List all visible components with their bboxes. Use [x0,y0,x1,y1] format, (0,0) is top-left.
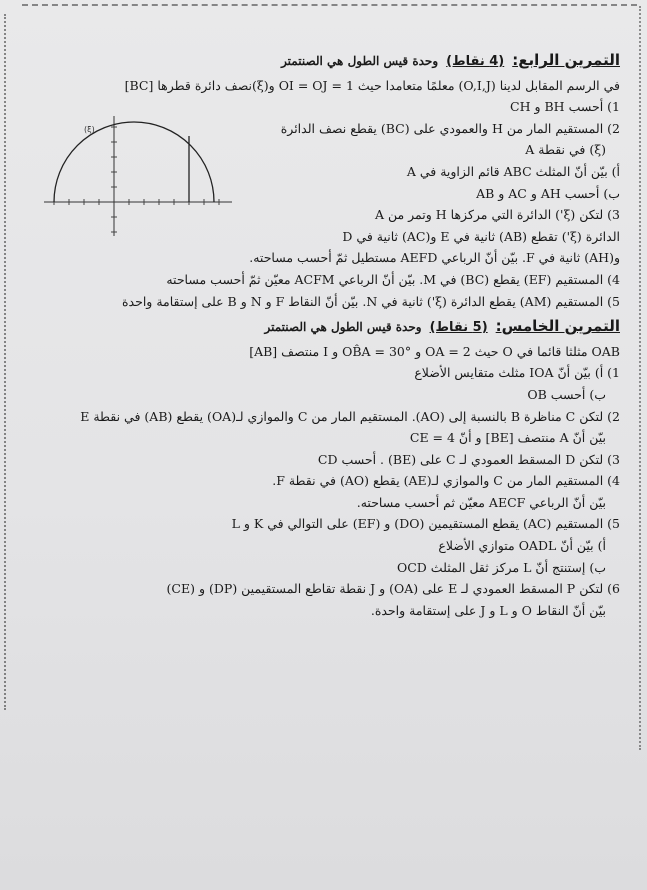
exercise4-line: و(AH) ثانية في F. بيّن أنّ الرباعي AEFD مستطيل ثمّ أحسب مساحته. [249,250,620,266]
exercise5-line: بيّن أنّ الرباعي AECF معيّن ثم أحسب مساحته. [356,494,606,510]
exercise4-line: 3) لتكن (ξ') الدائرة التي مركزها H وتمر من A [374,207,620,223]
exercise4-line: 5) المستقيم (AM) يقطع الدائرة (ξ') ثانية في N. بيّن أنّ النقاط F و N و B على إستقامة واحدة [122,293,620,309]
exercise5-title: التمرين الخامس: [495,317,620,336]
exercise4-line: الدائرة (ξ') تقطع (AB) ثانية في E و(AC) ثانية في D [342,228,620,244]
exercise5-body [36,341,620,622]
exercise4-line: 2) المستقيم المار من H والعمودي على (BC) يقطع نصف الدائرة [280,120,620,136]
decorative-border-right [629,6,641,750]
exercise5-points: (5 نقاط) [429,320,488,336]
exercise4-title: التمرين الرابع: [512,51,620,69]
exercise4-line: ب) أحسب AH و AC و AB [476,185,620,201]
semicircle-figure [44,112,232,240]
exercise5-line: بيّن أنّ A منتصف [BE] و أنّ CE = 4 [409,430,606,446]
exercise4-line: (ξ) في نقطة A [525,142,606,158]
exercise5-line: بيّن أنّ النقاط O و L و J على إستقامة واحدة. [370,602,606,618]
decorative-border-top [22,4,637,16]
exercise5-line: أ) بيّن أنّ OADL متوازي الأضلاع [438,538,606,554]
semicircle-arc [54,122,214,202]
exercise5-line: 5) المستقيم (AC) يقطع المستقيمين (DO) و (EF) على التوالي في K و L [231,516,620,532]
exercise4-line: 1) أحسب BH و CH [510,99,620,115]
exercise5-header [36,316,620,339]
exercise4-unit: وحدة قيس الطول هي الصنتمتر [281,54,439,68]
decorative-border-left [4,14,18,710]
exercise4-header [36,50,620,73]
exercise5-line: 1) أ) بيّن أنّ IOA مثلث متقايس الأضلاع [414,365,620,381]
exercise5-line: ب) إستنتج أنّ L مركز ثقل المثلث OCD [396,559,606,575]
exercise5-line: OAB مثلثا قائما في O حيث OA = 2 و OB̂A = 30° و I منتصف [AB] [249,343,620,359]
exercise5-line: 4) المستقيم المار من C والموازي لـ(AE) يقطع (AO) في نقطة F. [272,473,620,489]
exercise4-line: أ) بيّن أنّ المثلث ABC قائم الزاوية في A [406,163,620,179]
exercise4-points: (4 نقاط) [446,54,505,69]
exercise4-line: 4) المستقيم (EF) يقطع (BC) في M. بيّن أنّ الرباعي ACFM معيّن ثمّ أحسب مساحته [166,271,620,287]
semicircle-label: (ξ) [84,125,95,134]
exercise5-unit: وحدة قيس الطول هي الصنتمتر [264,320,422,335]
exercise5-line: ب) أحسب OB [527,386,606,402]
exercise4-line: في الرسم المقابل لدينا (O,I,J) معلمًا متعامدا حيث OI = OJ = 1 و(ξ)نصف دائرة قطرها [BC] [124,77,620,93]
exercise5-line: 6) لتكن P المسقط العمودي لـ E على (OA) و J نقطة تقاطع المستقيمين (DP) و (CE) [166,581,620,597]
exercise5-line: 2) لتكن C مناظرة B بالنسبة إلى (AO). المستقيم المار من C والموازي لـ(OA) يقطع (AB) في نقطة E [80,408,620,424]
exercise5-line: 3) لتكن D المسقط العمودي لـ C على (BE) . أحسب CD [317,451,620,467]
